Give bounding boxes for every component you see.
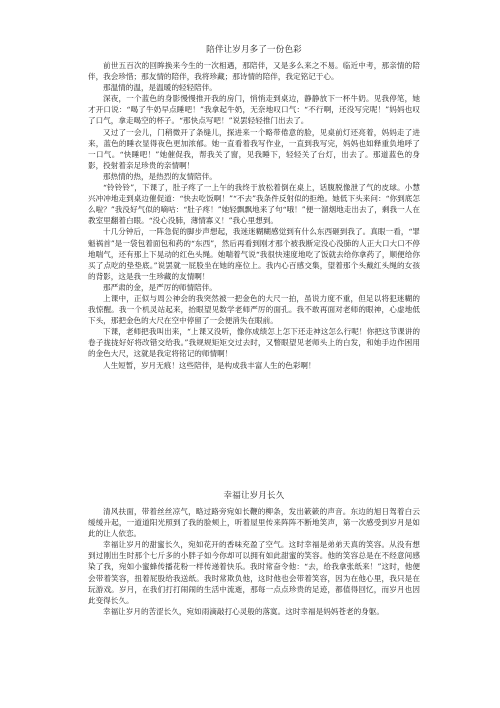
paragraph: 前世五百次的回眸换来今生的一次相遇，那陪伴，又是多么来之不易。临近中考，那亲情的陪伴，我会珍惜；那友情的陪伴，我将珍藏；那诗情的陪伴，我定铭记于心。: [88, 61, 420, 82]
paragraph: 幸福让岁月的甜蜜长久，宛如花开的香味充盈了空气。这时幸福是弟弟天真的笑容。从没有想到过刚出生时那个七斤多的小胖子如今你却可以拥有如此甜蜜的笑容。他的笑容总是在不经意间感染了我，宛如小蜜蜂传播花粉一样传递着快乐。我时常奋令他：“去，给我拿张纸来！”这时，他便会带着笑容，扭着屁股给我送纸。我时常欺负他，这时他也会带着笑容，因为在他心里，我只是在玩游戏。岁月，在我们打打闹闹的生活中流逝，那每一点点珍贵的足迹，都值得回忆，而岁月也因此变得长久。: [88, 540, 420, 605]
paragraph: 又过了一会儿，门稍微开了条缝儿，探进来一个略带倦意的脸，见桌前灯还亮着，妈妈走了进来，蓝色的睡衣显得夜色更加浓郁。她一直看着我写作业，一直到我写完，妈妈也如释重负地呼了一口气。“快睡吧！”她催促我，帮我关了窗，见我睡下，轻轻关了台灯，出去了。那道蓝色的身影，投射着亲足珍贵的亲情啊！: [88, 127, 420, 170]
paragraph: 清风扶面，带着丝丝凉气，略过路旁宛如长鞭的柳条，发出簌簌的声音。东边的旭日驾着白云缓缓升起，一道道阳光照到了我的脸颊上，听着屋里传来阵阵不断地笑声，第一次感受到岁月是如此的让人依恋。: [88, 507, 420, 539]
article-section: [88, 490, 420, 617]
paragraph: 那严肃的金，是严厉的师情陪伴。: [103, 282, 217, 292]
paragraph: 那热情的热，是热烈的友情陪伴。: [103, 171, 217, 181]
paragraph: 幸福让岁月的苦涩长久，宛如雨滴敲打心灵般的落寞。这时幸福是妈妈苍老的身躯。: [103, 606, 384, 616]
paragraph: 上课中，正似与周公神会的我突然被一把金色的大尺一拍，虽说力度不重，但足以将犯迷糊的我惊醒。我一个机灵站起来，抬眼望见数学老师严厉的面孔。我不敢再面对老师的眼神，心虚地低下头，那把金色的大尺在空中停留了一会便消失在眼前。: [88, 293, 420, 326]
paragraph: 那温情的温，是温暖的轻轻陪伴。: [103, 83, 217, 93]
article-title: 幸福让岁月长久: [223, 491, 285, 501]
paragraph: “铃铃铃”，下课了，肚子疼了一上午的我终于放松着倒在桌上，话腹脱像泄了气的皮球。小慧兴冲冲地走到桌边催促道：“快去吃饭啊！”“不去”我条件反射似的拒绝。她低下头来问：“你到底怎么啦？”我没好气似的嘀咕：“肚子疼！”她轻飘飘地来了句“哦！”便一溜烟地走出去了，剩我一人在教室里翻着白眼。“没心没肺，薄情寡义！”我心里想到。: [88, 183, 420, 226]
article-section: [88, 44, 420, 371]
paragraph: 十几分钟后，一阵急促的脚步声想起，我迷迷糊糊感觉到有什么东西砸到我了。真眼一看，“罪魁祸首”是一袋包着面包和药的“东西”，然后再看到刚才那个被我断定没心没肺的人正大口大口不停地喘气，还有那上下晃动的红色头绳。她喘着气说“我很快速度地吃了饭就去给你拿药了，顺便给你买了点吃的垫垫底。”说罢就一屁股坐在她的座位上。我内心百感交集，望着那个头戴红头绳的女孩的背影，这是我一生珍藏的友情啊！: [88, 227, 420, 281]
paragraph: 人生短暂，岁月无痕！这些陪伴，是构成我丰富人生的色彩啊！: [103, 360, 316, 370]
paragraph: 下课，老师把我叫出来，“上课又没听，像你成绩怎上怎下还走神这怎么行呢！你把这节课讲的卷子拢拢好好将改错交给我。”我规规矩矩交过去时，又瞥眼望见老师头上的白发，和她手边作困用的金色大尺，这就是我定将铭记的师情啊！: [88, 327, 420, 359]
article-title: 陪伴让岁月多了一份色彩: [206, 45, 302, 55]
paragraph: 深夜，一个蓝色的身影慢慢推开我的房门，悄悄走到桌边，静静放下一杯牛奶。见我停笔，她才开口说：“喝了牛奶早点睡吧！”我拿起牛奶，无奈地叹口气：“不行啊，还没写完呢！”妈妈也叹了口气，拿走喝空的杯子。“那快点写吧！”说罢轻轻推门出去了。: [88, 94, 420, 126]
